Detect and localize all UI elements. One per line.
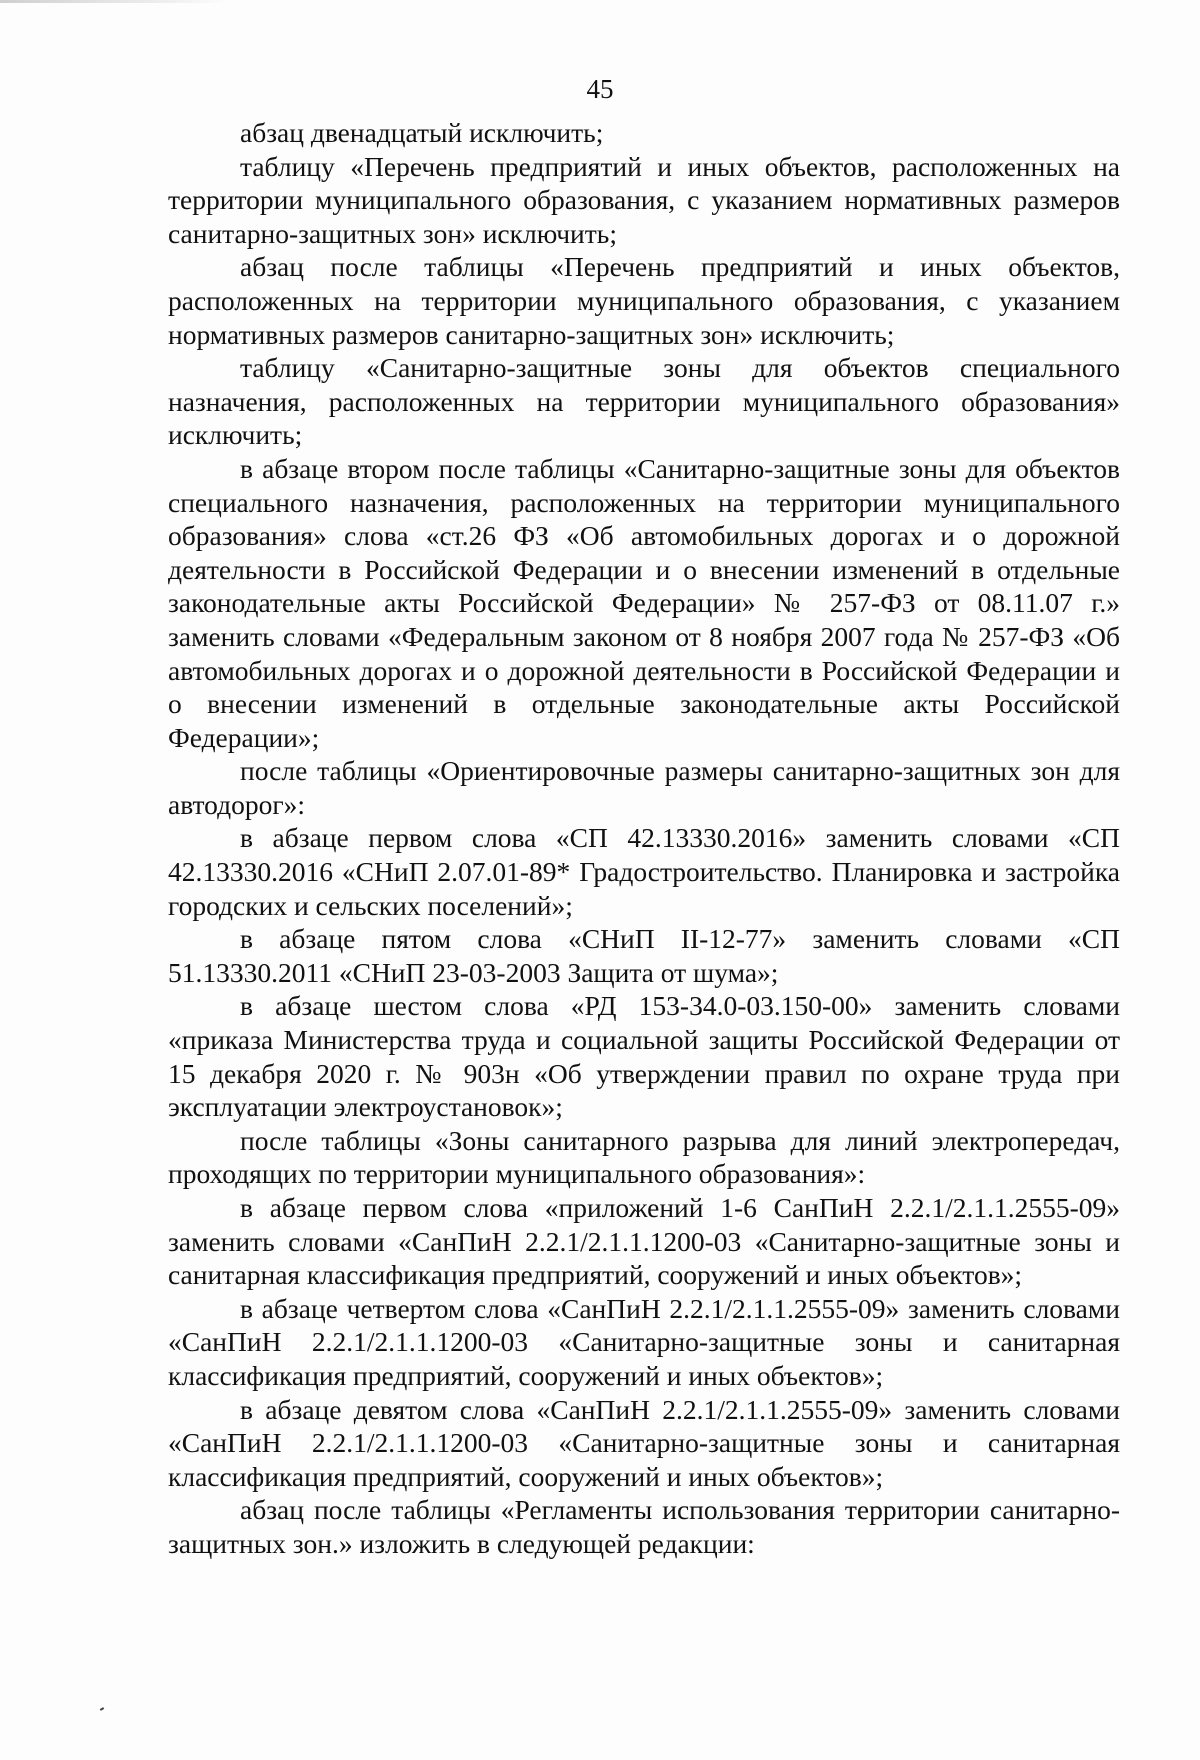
paragraph: в абзаце первом слова «СП 42.13330.2016» заменить словами «СП 42.13330.2016 «СНиП 2.07.01-89* Градостроительство. Планировка и застройка городских и сельских поселений»; — [168, 822, 1120, 921]
paragraph: в абзаце девятом слова «СанПиН 2.2.1/2.1.1.2555-09» заменить словами «СанПиН 2.2.1/2.1.1.1200-03 «Санитарно-защитные зоны и санитарная классификация предприятий, сооружений и иных объектов»; — [168, 1393, 1120, 1492]
paragraph: в абзаце четвертом слова «СанПиН 2.2.1/2.1.1.2555-09» заменить словами «СанПиН 2.2.1/2.1.1.1200-03 «Санитарно-защитные зоны и санитарная классификация предприятий, сооружений и иных объектов»; — [168, 1292, 1120, 1391]
paragraph: в абзаце шестом слова «РД 153-34.0-03.150-00» заменить словами «приказа Министерства труда и социальной защиты Российской Федерации от 15 декабря 2020 г. № 903н «Об утверждении правил по охране труда при эксплуатации электроустановок»; — [168, 990, 1120, 1123]
paragraph: в абзаце втором после таблицы «Санитарно-защитные зоны для объектов специального назначения, расположенных на территории муниципального образования» слова «ст.26 ФЗ «Об автомобильных дорогах и о дорожной деятельности в Российской Федерации и о внесении изменений в отдельные законодательные акты Российской Федерации» № 257-ФЗ от 08.11.07 г.» заменить словами «Федеральным законом от 8 ноября 2007 года № 257-ФЗ «Об автомобильных дорогах и о дорожной деятельности в Российской Федерации и о внесении изменений в отдельные законодательные акты Российской Федерации»; — [168, 452, 1120, 753]
document-body — [168, 116, 1120, 1561]
paragraph: в абзаце первом слова «приложений 1-6 СанПиН 2.2.1/2.1.1.2555-09» заменить словами «СанПиН 2.2.1/2.1.1.1200-03 «Санитарно-защитные зоны и санитарная классификация предприятий, сооружений и иных объектов»; — [168, 1192, 1120, 1291]
scan-edge-mark — [0, 0, 230, 3]
page-number: 45 — [586, 74, 614, 104]
paragraph: абзац двенадцатый исключить; — [240, 117, 604, 148]
paragraph: абзац после таблицы «Перечень предприятий и иных объектов, расположенных на территории муниципального образования, с указанием нормативных размеров санитарно-защитных зон» исключить; — [168, 251, 1120, 350]
paragraph: таблицу «Санитарно-защитные зоны для объектов специального назначения, расположенных на территории муниципального образования» исключить; — [168, 352, 1120, 451]
paragraph: абзац после таблицы «Регламенты использования территории санитарно-защитных зон.» изложить в следующей редакции: — [168, 1494, 1120, 1559]
paragraph: после таблицы «Зоны санитарного разрыва для линий электропередач, проходящих по территории муниципального образования»: — [168, 1124, 1120, 1190]
paragraph: после таблицы «Ориентировочные размеры санитарно-защитных зон для автодорог»: — [168, 755, 1120, 820]
paragraph: в абзаце пятом слова «СНиП II-12-77» заменить словами «СП 51.13330.2011 «СНиП 23-03-2003 Защита от шума»; — [168, 923, 1120, 988]
scan-speck — [100, 1707, 104, 1711]
paragraph: таблицу «Перечень предприятий и иных объектов, расположенных на территории муниципального образования, с указанием нормативных размеров санитарно-защитных зон» исключить; — [168, 150, 1120, 249]
